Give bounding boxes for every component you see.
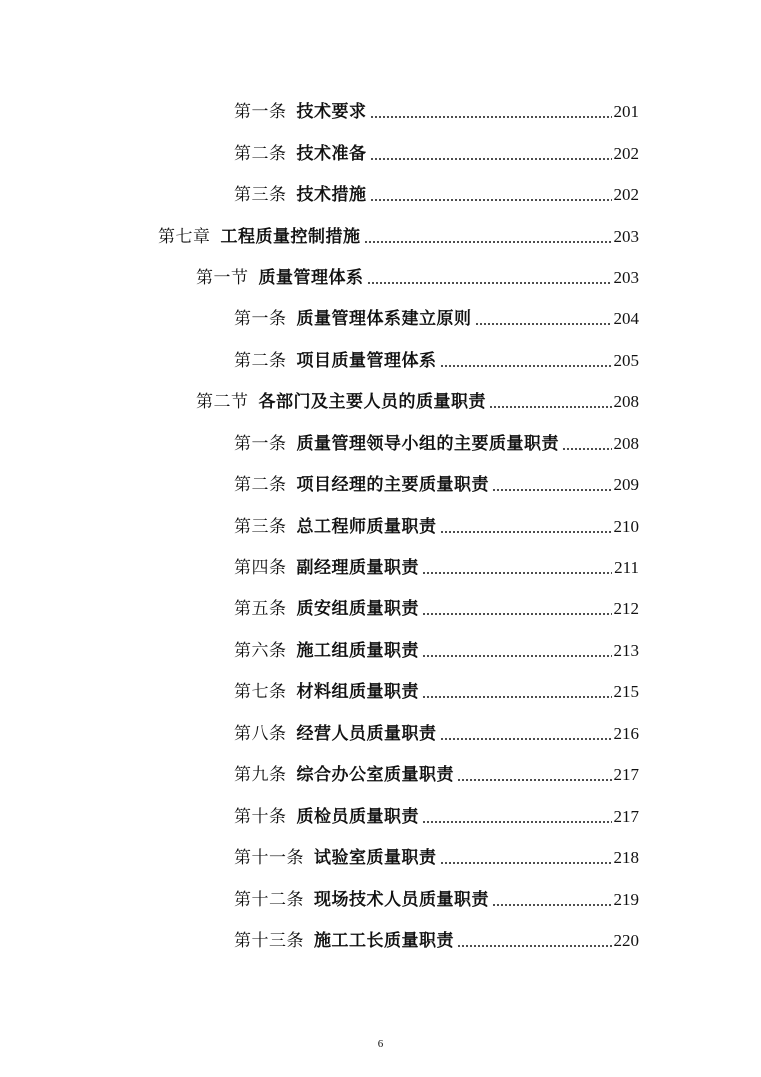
toc-entry-number: 第八条 xyxy=(234,724,287,744)
toc-entry[interactable] xyxy=(234,717,639,745)
toc-entry-page: 215 xyxy=(613,682,639,701)
toc-entry[interactable] xyxy=(234,634,639,662)
toc-entry-title: 质量管理体系建立原则 xyxy=(296,309,472,329)
toc-entry[interactable] xyxy=(234,178,639,206)
dot-leader xyxy=(440,531,612,533)
toc-entry-page: 205 xyxy=(613,351,639,370)
toc-entry-number: 第三条 xyxy=(234,185,287,205)
toc-entry-page: 209 xyxy=(613,475,639,494)
toc-entry-number: 第十条 xyxy=(234,807,287,827)
toc-entry-section[interactable] xyxy=(196,385,639,413)
toc-entry[interactable] xyxy=(234,800,639,828)
toc-entry[interactable] xyxy=(234,841,639,869)
toc-entry-number: 第五条 xyxy=(234,599,287,619)
toc-entry[interactable] xyxy=(234,551,639,579)
toc-entry-page: 208 xyxy=(613,392,639,411)
dot-leader xyxy=(457,945,612,947)
toc-entry-title: 试验室质量职责 xyxy=(314,848,437,868)
toc-entry[interactable] xyxy=(234,758,639,786)
toc-entry-title: 经营人员质量职责 xyxy=(296,724,437,744)
toc-entry-number: 第二节 xyxy=(196,392,249,412)
toc-entry[interactable] xyxy=(234,137,639,165)
toc-entry-number: 第一条 xyxy=(234,102,287,122)
toc-entry-title: 施工组质量职责 xyxy=(296,641,419,661)
toc-entry[interactable] xyxy=(234,675,639,703)
toc-entry-title: 项目质量管理体系 xyxy=(296,351,437,371)
toc-entry-page: 212 xyxy=(613,599,639,618)
toc-entry-page: 202 xyxy=(613,185,639,204)
toc-entry-page: 213 xyxy=(613,641,639,660)
toc-entry-title: 副经理质量职责 xyxy=(296,558,419,578)
dot-leader xyxy=(422,655,612,657)
toc-entry-title: 项目经理的主要质量职责 xyxy=(296,475,489,495)
dot-leader xyxy=(489,406,612,408)
toc-entry[interactable] xyxy=(234,510,639,538)
toc-entry-number: 第二条 xyxy=(234,144,287,164)
toc-entry-title: 工程质量控制措施 xyxy=(220,227,361,247)
toc-entry-page: 220 xyxy=(613,931,639,950)
dot-leader xyxy=(370,158,612,160)
dot-leader xyxy=(422,821,612,823)
dot-leader xyxy=(370,199,612,201)
dot-leader xyxy=(492,489,612,491)
toc-entry[interactable] xyxy=(234,468,639,496)
page-number: 6 xyxy=(377,1038,384,1050)
dot-leader xyxy=(440,365,612,367)
toc-entry[interactable] xyxy=(234,427,639,455)
toc-entry-number: 第十三条 xyxy=(234,931,304,951)
toc-entry-number: 第一节 xyxy=(196,268,249,288)
toc-entry-number: 第七条 xyxy=(234,682,287,702)
toc-entry-page: 219 xyxy=(613,890,639,909)
toc-entry-page: 203 xyxy=(613,227,639,246)
toc-entry-number: 第十一条 xyxy=(234,848,304,868)
toc-entry-title: 技术措施 xyxy=(296,185,367,205)
dot-leader xyxy=(562,448,612,450)
dot-leader xyxy=(370,116,612,118)
toc-entry-page: 201 xyxy=(613,102,639,121)
toc-entry[interactable] xyxy=(234,302,639,330)
dot-leader xyxy=(475,323,612,325)
toc-entry[interactable] xyxy=(234,592,639,620)
toc-entry-title: 质检员质量职责 xyxy=(296,807,419,827)
dot-leader xyxy=(422,572,612,574)
toc-entry-number: 第六条 xyxy=(234,641,287,661)
toc-entry-number: 第一条 xyxy=(234,309,287,329)
toc-entry[interactable] xyxy=(234,344,639,372)
toc-entry-page: 210 xyxy=(613,517,639,536)
toc-entry-number: 第二条 xyxy=(234,475,287,495)
toc-entry[interactable] xyxy=(234,883,639,911)
toc-entry-title: 材料组质量职责 xyxy=(296,682,419,702)
toc-entry-page: 208 xyxy=(613,434,639,453)
toc-entry-section[interactable] xyxy=(196,261,639,289)
toc-entry-number: 第十二条 xyxy=(234,890,304,910)
toc-entry-number: 第四条 xyxy=(234,558,287,578)
toc-entry-title: 总工程师质量职责 xyxy=(296,517,437,537)
toc-entry-number: 第三条 xyxy=(234,517,287,537)
toc-entry-page: 218 xyxy=(613,848,639,867)
toc-entry-title: 技术准备 xyxy=(296,144,367,164)
toc-entry-page: 211 xyxy=(614,558,639,577)
dot-leader xyxy=(440,738,612,740)
toc-entry-page: 202 xyxy=(613,144,639,163)
toc-entry-page: 217 xyxy=(613,765,639,784)
dot-leader xyxy=(367,282,612,284)
dot-leader xyxy=(422,613,612,615)
toc-entry-title: 施工工长质量职责 xyxy=(314,931,454,951)
toc-entry-title: 质量管理领导小组的主要质量职责 xyxy=(296,434,559,454)
toc-entry-title: 现场技术人员质量职责 xyxy=(314,890,489,910)
toc-entry-number: 第七章 xyxy=(158,227,211,247)
toc-entry-title: 技术要求 xyxy=(296,102,367,122)
toc-entry-number: 第二条 xyxy=(234,351,287,371)
toc-entry-title: 综合办公室质量职责 xyxy=(296,765,454,785)
dot-leader xyxy=(422,696,612,698)
toc-entry-page: 203 xyxy=(613,268,639,287)
toc-entry-chapter[interactable] xyxy=(158,220,639,248)
toc-entry[interactable] xyxy=(234,924,639,952)
toc-entry-page: 216 xyxy=(613,724,639,743)
dot-leader xyxy=(457,779,612,781)
dot-leader xyxy=(492,904,612,906)
toc-entry-page: 217 xyxy=(613,807,639,826)
dot-leader xyxy=(440,862,612,864)
toc-entry-page: 204 xyxy=(613,309,639,328)
toc-entry-number: 第一条 xyxy=(234,434,287,454)
toc-entry-title: 质量管理体系 xyxy=(258,268,364,288)
toc-entry-title: 各部门及主要人员的质量职责 xyxy=(258,392,486,412)
toc-entry-title: 质安组质量职责 xyxy=(296,599,419,619)
toc-entry-number: 第九条 xyxy=(234,765,287,785)
dot-leader xyxy=(364,241,612,243)
toc-entry[interactable] xyxy=(234,95,639,123)
